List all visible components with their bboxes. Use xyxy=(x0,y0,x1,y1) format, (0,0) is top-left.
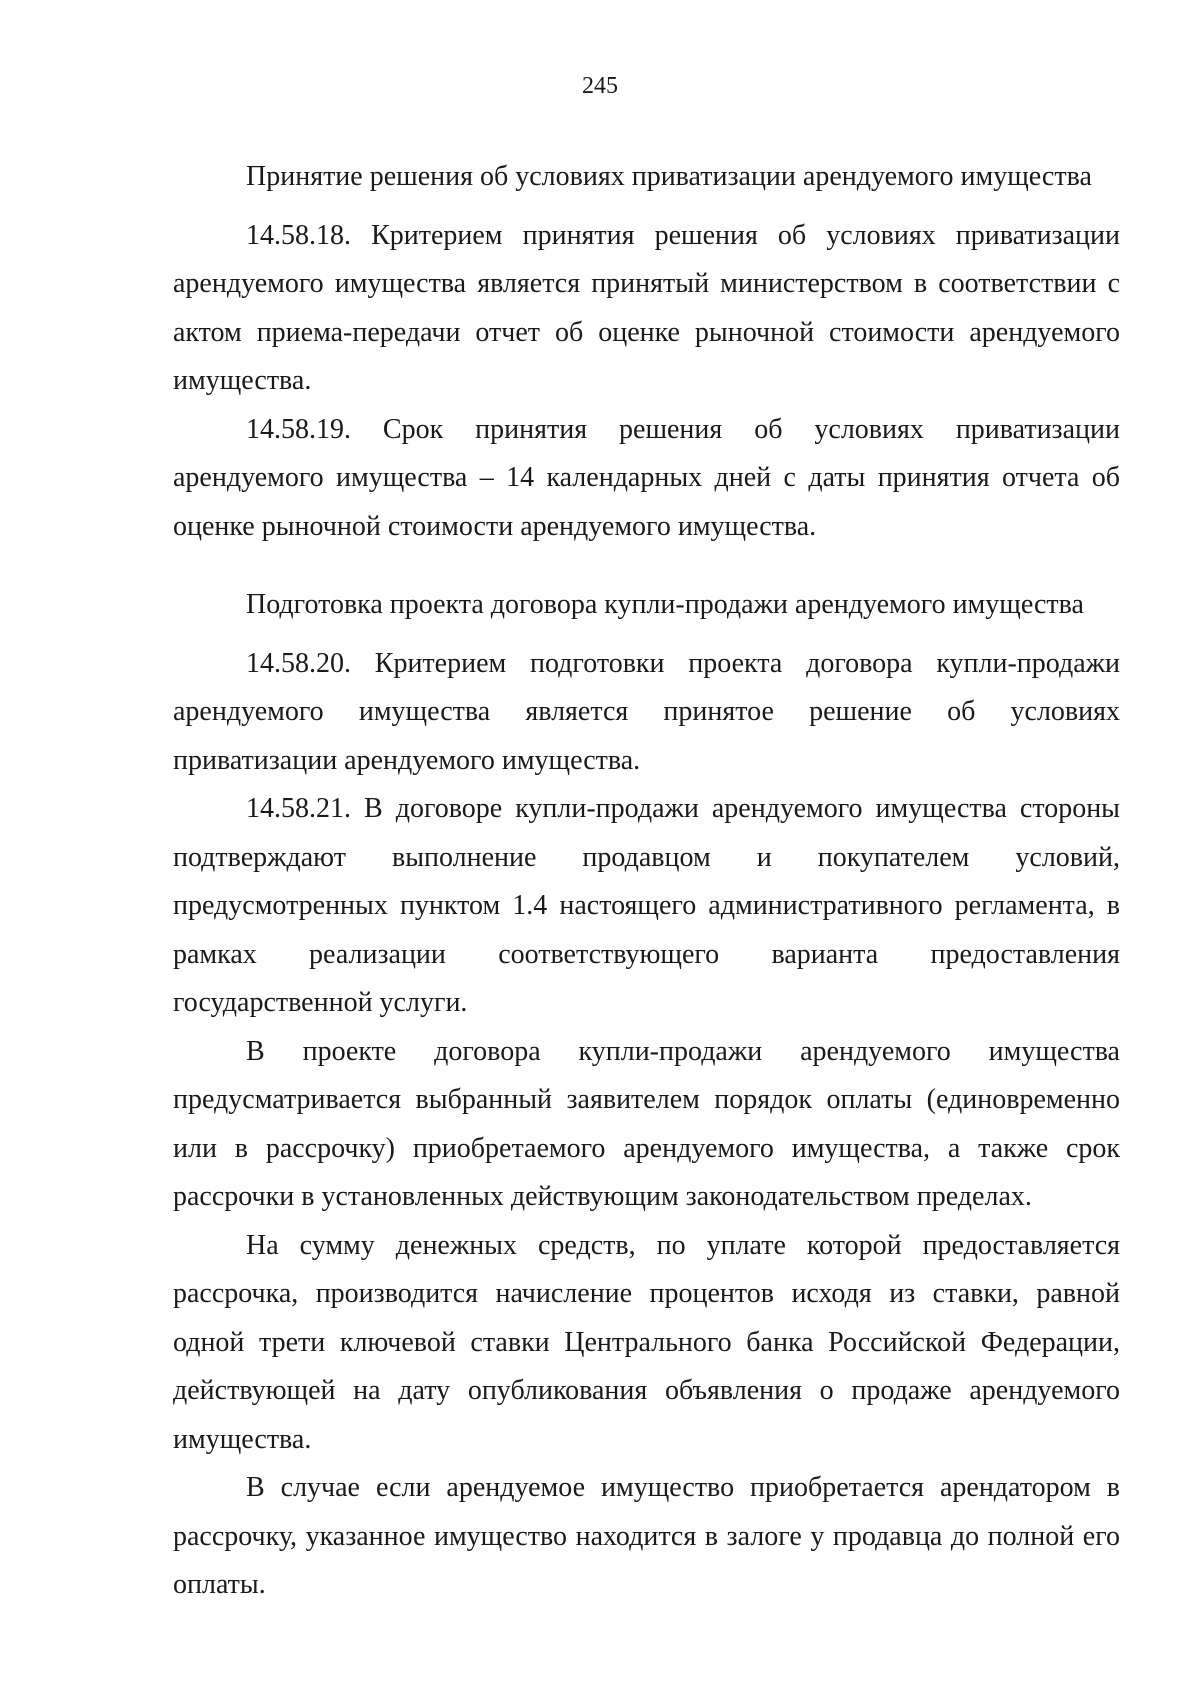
section-heading-privatization-decision: Принятие решения об условиях приватизации арендуемого имущества xyxy=(246,161,1092,192)
paragraph-installment-interest: На сумму денежных средств, по уплате которой предоставляется рассрочка, производится начисление процентов исходя из ставки, равной одной трети ключевой ставки Центрального банка Российской Федерации, действующей на дату опубликования объявления о продаже арендуемого имущества. xyxy=(173,1229,1120,1455)
page-number: 245 xyxy=(582,73,618,99)
paragraph-14-58-18: 14.58.18. Критерием принятия решения об условиях приватизации арендуемого имущества является принятый министерством в соответствии с актом приема-передачи отчет об оценке рыночной стоимости арендуемого имущества. xyxy=(173,219,1120,396)
paragraph-pledge: В случае если арендуемое имущество приобретается арендатором в рассрочку, указанное имущество находится в залоге у продавца до полной его оплаты. xyxy=(173,1472,1120,1600)
paragraph-14-58-19: 14.58.19. Срок принятия решения об условиях приватизации арендуемого имущества – 14 календарных дней с даты принятия отчета об оценке рыночной стоимости арендуемого имущества. xyxy=(173,413,1120,542)
paragraph-payment-order: В проекте договора купли-продажи арендуемого имущества предусматривается выбранный заявителем порядок оплаты (единовременно или в рассрочку) приобретаемого арендуемого имущества, а также срок рассрочки в установленных действующим законодательством пределах. xyxy=(173,1035,1120,1212)
paragraph-14-58-20: 14.58.20. Критерием подготовки проекта договора купли-продажи арендуемого имущества является принятое решение об условиях приватизации арендуемого имущества. xyxy=(173,647,1120,776)
section-heading-contract-preparation: Подготовка проекта договора купли-продажи арендуемого имущества xyxy=(246,589,1084,620)
document-body xyxy=(173,153,1120,1610)
paragraph-14-58-21: 14.58.21. В договоре купли-продажи арендуемого имущества стороны подтверждают выполнение продавцом и покупателем условий, предусмотренных пунктом 1.4 настоящего административного регламента, в рамках реализации соответствующего варианта предоставления государственной услуги. xyxy=(173,793,1120,1018)
